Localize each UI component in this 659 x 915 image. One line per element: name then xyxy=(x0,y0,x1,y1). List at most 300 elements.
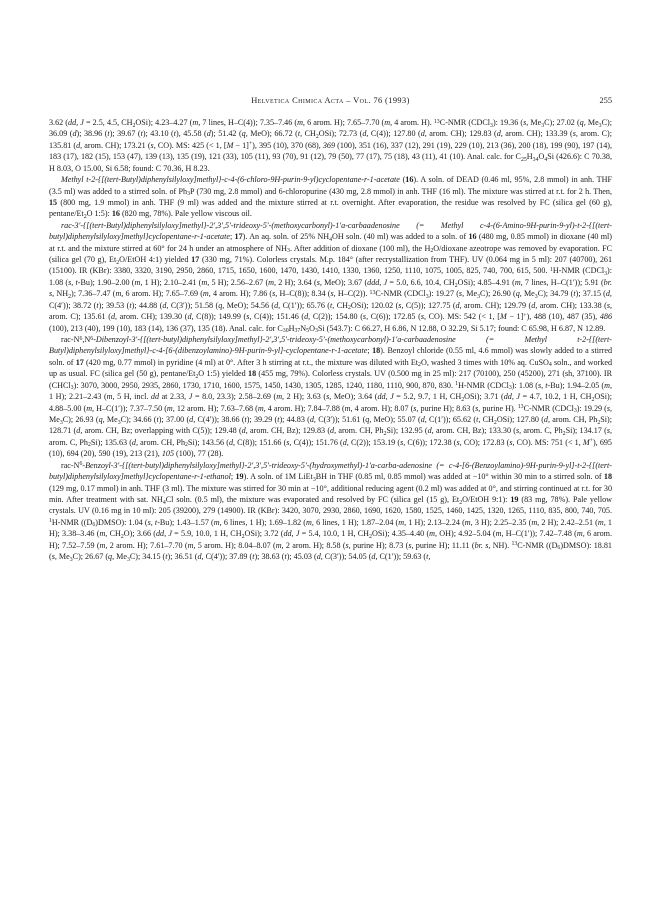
text-run: 2 H); 3.63 ( xyxy=(284,392,327,402)
text-run: m, xyxy=(398,517,407,527)
text-run: H–C(2)). xyxy=(335,289,370,299)
text-run: 3 xyxy=(287,248,290,255)
text-run: C); 34.15 ( xyxy=(129,552,166,562)
text-run: d, xyxy=(162,300,169,310)
journal-running-title: Helvetica Chimica Acta – Vol. 76 (1993) xyxy=(251,96,410,105)
text-run: )DMSO): 1.04 ( xyxy=(95,517,148,527)
text-run: OSi); 4.85–4.91 ( xyxy=(457,277,515,287)
text-run: Me xyxy=(585,118,599,127)
text-run: + xyxy=(248,141,253,148)
text-run: Dibenzoyl-3′-{[(tert-butyl)diphenylsilyloxy]methyl}-2′,3′,5′-trideoxy-5′-(methoxycarbonyl)-1′a-carbaadenosine (= Methyl t-2-{[(tert-Butyl)diphenylsilyloxy]methyl}-c-4-[6-(dibenzoylamino)-9H-purin-9-yl]-cyclopentane-r-1-acetate xyxy=(49,335,612,356)
text-run: t xyxy=(252,552,255,562)
text-run: 17 xyxy=(75,357,84,367)
text-run: Si); 143.56 ( xyxy=(187,437,229,447)
text-run: 4 xyxy=(548,362,552,369)
text-run: = 2.5, 4.5, CH xyxy=(83,118,133,127)
text-run: m, xyxy=(213,517,222,527)
text-run: purine H). xyxy=(480,403,518,413)
text-run: m, xyxy=(134,277,143,287)
text-run: 5 H); 2.56–2.67 ( xyxy=(209,277,269,287)
text-run: dd, J xyxy=(377,392,394,402)
text-run: ); 43.10 ( xyxy=(142,129,174,139)
paragraph xyxy=(49,117,612,174)
text-run: C); 34.66 ( xyxy=(120,414,157,424)
text-run: m, xyxy=(306,517,314,527)
text-run: C(4)); 151.46 ( xyxy=(251,312,305,322)
text-run: OSi); 127.80 ( xyxy=(496,414,544,424)
text-run: ): 1.08 ( xyxy=(49,266,612,287)
text-run: 6 lines, 1 H); 1.69–1.82 ( xyxy=(221,517,307,527)
text-run: MeO); 54.56 ( xyxy=(224,300,275,310)
text-run: C(3′)); 51.61 ( xyxy=(315,414,366,424)
text-run: Me xyxy=(114,552,127,562)
text-run: 2 xyxy=(493,419,497,426)
text-run: 4 xyxy=(544,156,548,163)
text-run: d, xyxy=(309,414,316,424)
text-run: s, t xyxy=(147,517,158,527)
text-run: dd, J xyxy=(155,529,172,539)
text-run: d, xyxy=(274,300,281,310)
text-run: Si); 132.95 ( xyxy=(386,426,428,436)
text-run: 6 arom. H); 7.52–7.59 ( xyxy=(49,529,612,550)
text-run: m, xyxy=(99,529,108,539)
text-run: O 1:5) yielded xyxy=(198,369,249,379)
text-run: 6 xyxy=(557,545,561,552)
text-run: arom. CH); 129.83 ( xyxy=(426,129,497,139)
text-run: Cl soln. (0.5 ml), the mixture was evaporated and resolved by FC (silica gel (15 g), Et xyxy=(165,494,460,504)
paragraph xyxy=(49,460,612,563)
text-run: 2 xyxy=(459,499,463,506)
text-run: ). A soln. of DEAD (0.46 ml, 95%, 2.8 mmol) in anh. THF (3.5 ml) was added to a stirred soln. of Ph xyxy=(49,175,612,196)
text-run: d, xyxy=(420,414,427,424)
text-run: 2 xyxy=(591,396,595,403)
text-run: s, xyxy=(408,540,414,550)
text-run: 486 xyxy=(599,312,613,322)
text-run: + xyxy=(589,438,593,445)
text-run: t xyxy=(284,552,287,562)
text-run: 3 xyxy=(126,556,130,563)
text-run: 2 H); 3.64 ( xyxy=(276,277,317,287)
text-run: 37 xyxy=(294,328,301,335)
text-run: s, xyxy=(456,437,462,447)
text-run: d, xyxy=(543,414,550,424)
text-run: arom. C, Ph xyxy=(521,426,563,436)
text-run: t xyxy=(107,129,110,139)
text-run: ), 695 (10), 694 (20), 590 (19), 213 (21), xyxy=(49,437,612,459)
text-run: 2 xyxy=(383,431,387,438)
text-run: O, washed 3 times with 10% aq. CuSO xyxy=(420,357,549,367)
text-run: P (730 mg, 2.8 mmol) and 6-chloropurine (430 mg, 2.8 mmol) in anh. THF (16 ml). The mixture was stirred at r.t. for 2 h. Then, xyxy=(190,186,612,196)
text-run: d, xyxy=(241,426,248,436)
text-run: - xyxy=(82,460,86,470)
text-run: 6 arom. H); 7.65–7.70 ( xyxy=(304,118,385,127)
text-run: -Bu); 1.43–1.57 ( xyxy=(157,517,214,527)
text-run: 6 lines, 1 H); 1.87–2.04 ( xyxy=(313,517,399,527)
text-run: ; xyxy=(229,232,235,242)
text-run: rac-3′-{[(tert-Butyl)diphenylsilyloxy]methyl}-2′,3′,5′-trideoxy-5′-(methoxycarbonyl)-1′a-carbaadenosine (= Methyl c-4-(6-Amino-9H-purin-9-yl)-t-2-{[(tert-butyl)diphenylsilyloxy]methyl}cyclopentane-r-1-acetate xyxy=(49,220,612,242)
text-run: 2 xyxy=(315,134,319,141)
text-run: d, xyxy=(342,437,349,447)
text-run: O 1:5): xyxy=(86,209,112,219)
text-run: H-NMR (CDCl xyxy=(458,380,509,390)
text-run: 4 arom. H); 7.86 ( xyxy=(210,289,273,299)
text-run: s, xyxy=(606,426,612,436)
text-run: m, xyxy=(166,403,175,413)
text-run: 5 xyxy=(306,328,310,335)
text-run: arom. CH, Bz); 133.30 ( xyxy=(433,426,516,436)
text-run: ; xyxy=(367,346,373,356)
text-run: (800 mg, 1.9 mmol) in anh. THF (9 ml) was added and the mixture stirred at r.t. overnight. After evaporation, the residue was resolved by FC (silica gel (60 g), pentane/Et xyxy=(49,197,612,219)
text-run: Me xyxy=(528,118,542,127)
text-run: MeO); 3.67 ( xyxy=(321,277,368,287)
text-run: m, xyxy=(257,403,266,413)
text-run: ); 36.51 ( xyxy=(167,552,198,562)
text-run: d, xyxy=(76,140,83,150)
text-run: OH); 4.92–5.04 ( xyxy=(437,529,496,539)
text-run: 1 xyxy=(49,518,52,525)
text-run: 16 xyxy=(405,175,414,185)
text-run: O/dioxane azeotrope was removed by evaporation. FC (silica gel (70 g), Et xyxy=(49,243,613,265)
text-run: 6 xyxy=(90,335,94,342)
text-run: 15 xyxy=(49,197,58,207)
text-run: ,N xyxy=(82,335,91,345)
text-run: 3 xyxy=(312,476,316,483)
text-run: ); 39.67 ( xyxy=(109,129,141,139)
text-run: OSi); 3.72 ( xyxy=(244,529,284,539)
text-run: d, xyxy=(455,300,462,310)
text-run: s, xyxy=(362,312,369,322)
text-run: = 5.9, 10.0, 1 H, CH xyxy=(171,529,242,539)
text-run: Si); 128.71 ( xyxy=(49,414,612,436)
text-run: t xyxy=(277,414,280,424)
text-run: 1 xyxy=(455,381,459,388)
text-run: (100), 351 (16), 337 (12), 291 (19), 229 (10), 213 (36), 200 (18), 199 (90), 197 (14), 183 (17), 182 (15), 153 (47), 139 (13), 135 (19), 121 (33), 105 (11), 93 (70), 91 (12), 79 (50), 77 (17), 75 (18), 43 (11), 41 (10). Anal. calc. for C xyxy=(49,140,613,162)
text-run: (480 mg, 0.85 mmol) in dioxane (40 ml) at r.t. and the mixture stirred at 60° for 24 h under an atmosphere of NH xyxy=(49,232,612,253)
text-run: m, xyxy=(201,277,210,287)
text-run: C(1′)); 59.63 ( xyxy=(377,552,427,562)
text-run: arom. CH); 133.38 ( xyxy=(537,300,607,310)
text-run: m, xyxy=(192,118,201,127)
running-header xyxy=(49,96,612,110)
text-run: C(8)); 151.66 ( xyxy=(235,437,287,447)
text-run: br. s, xyxy=(49,277,612,299)
text-run: arom. CH); 173.21 ( xyxy=(82,140,151,150)
text-run: 2 xyxy=(132,122,136,129)
text-run: s, xyxy=(515,426,522,436)
text-run: t xyxy=(173,129,177,139)
text-run: m, xyxy=(115,289,124,299)
text-run: C(8)); 149.99 ( xyxy=(193,312,247,322)
text-run: CO). MS: 425 (< 1, [ xyxy=(155,140,227,150)
text-run: 6 xyxy=(79,335,83,342)
text-run: m, xyxy=(576,529,585,539)
text-run: m, xyxy=(276,392,285,402)
text-run: ); 38.63 ( xyxy=(254,552,285,562)
text-run: arom. C); 135.61 ( xyxy=(49,312,111,322)
text-run: Me xyxy=(521,289,535,299)
text-run: C); 26.93 ( xyxy=(62,414,99,424)
text-run: d xyxy=(206,129,211,139)
text-run: C); 34.79 ( xyxy=(537,289,574,299)
text-run: dd, J xyxy=(68,118,84,127)
text-run: m, xyxy=(531,517,540,527)
text-run: 3 xyxy=(69,556,73,563)
text-run: q, xyxy=(241,129,248,139)
text-run: t, xyxy=(426,552,431,562)
text-run: C(4)); 151.76 ( xyxy=(291,437,343,447)
text-run: 2 xyxy=(68,293,71,300)
text-run: s, xyxy=(475,403,481,413)
text-run: 2 H); 2.42–2.51 ( xyxy=(539,517,598,527)
text-run: = 5.2, 9.7, 1 H, CH xyxy=(393,392,462,402)
text-run: O xyxy=(538,152,545,162)
text-run: ); 45.03 ( xyxy=(286,552,317,562)
text-run: H–C(1′)); 7.42–7.48 ( xyxy=(503,529,577,539)
text-run: 3 xyxy=(117,419,121,426)
text-run: MeO); 66.72 ( xyxy=(247,129,298,139)
text-run: m, xyxy=(275,540,284,550)
text-run: 105 xyxy=(161,449,175,459)
text-run: 18 xyxy=(372,346,381,356)
text-run: C(4′)); 38.72 ( xyxy=(49,300,97,310)
paragraph xyxy=(49,174,612,220)
text-run: s, xyxy=(458,289,465,299)
text-run: 2 xyxy=(87,442,91,449)
text-run: ): 3070, 3000, 2950, 2935, 2860, 1730, 1710, 1600, 1575, 1450, 1430, 1305, 1285, 1240, 1180, 1110, 900, 870, 830. xyxy=(73,380,456,390)
text-run: 1 xyxy=(550,267,553,274)
text-run: Si); 134.17 ( xyxy=(565,426,607,436)
text-run: m, xyxy=(297,118,305,127)
text-run: at 2.33, xyxy=(159,392,189,402)
text-run: M xyxy=(582,437,590,447)
text-run: 5 arom. H); 8.04–8.07 ( xyxy=(195,540,276,550)
text-run: 13 xyxy=(511,541,518,548)
text-run: d, xyxy=(76,426,83,436)
text-run: 4 xyxy=(329,236,333,243)
text-run: 2 xyxy=(185,442,188,449)
text-run: O/EtOH 4:1) yielded xyxy=(119,255,192,265)
text-run: C(1′)); 65.62 ( xyxy=(426,414,477,424)
text-run: 25 xyxy=(520,156,527,163)
text-run: C(5)); 127.75 ( xyxy=(403,300,456,310)
text-run: m, xyxy=(344,403,353,413)
text-run: arom. CH, Ph xyxy=(138,437,185,447)
text-run: 3.62 ( xyxy=(49,118,69,127)
text-run: s, xyxy=(330,289,336,299)
text-run: CH xyxy=(480,414,494,424)
text-run: d xyxy=(72,129,77,139)
text-run: s, xyxy=(150,140,156,150)
text-run: Si (426.6): C 70.38, H 8.03, O 15.00, Si 6.58; found: C 70.36, H 8.23. xyxy=(49,152,612,173)
text-run: = 4.7, 10.2, 1 H, CH xyxy=(520,392,592,402)
text-run: (420 mg, 0.77 mmol) in pyridine (4 ml) at 0°. After 3 h stirring at r.t., the mixture was diluted with Et xyxy=(83,357,419,367)
text-run: Si (543.7): C 66.27, H 6.86, N 12.88, O 32.29, Si 5.17; found: C 65.98, H 6.87, N 12.89. xyxy=(317,323,606,333)
text-run: 2 xyxy=(454,282,458,289)
text-run: rac-N xyxy=(61,460,80,470)
text-run: dd xyxy=(150,392,160,402)
text-run: 16 xyxy=(468,232,477,242)
text-run: q, xyxy=(515,289,522,299)
text-run: 3 H); 2.25–2.35 ( xyxy=(472,517,532,527)
text-run: d, xyxy=(362,129,369,139)
text-run: d, xyxy=(420,129,427,139)
text-run: ); 44.88 ( xyxy=(131,300,163,310)
text-run: O xyxy=(309,323,315,333)
text-run: 2 xyxy=(430,248,434,255)
text-run: O/EtOH 9:1): xyxy=(462,494,511,504)
text-run: m, xyxy=(429,529,438,539)
text-run: 16 xyxy=(111,209,120,219)
journal-page xyxy=(49,96,612,562)
text-run: Si); 135.63 ( xyxy=(90,437,132,447)
text-run: CO). MS: 542 (< 1, [ xyxy=(426,312,500,322)
text-run: 7 lines, H–C(4)); 7.35–7.46 ( xyxy=(200,118,298,127)
text-run: arom. CH); 133.39 ( xyxy=(502,129,573,139)
text-run: purine H); 8.63 ( xyxy=(418,403,476,413)
text-run: C(2)); 154.80 ( xyxy=(310,312,363,322)
text-run: s, xyxy=(246,312,252,322)
text-run: = 5.0, 6.6, 10.4, CH xyxy=(387,277,455,287)
text-run: C-NMR ((D xyxy=(517,540,558,550)
text-run: m, xyxy=(106,392,115,402)
text-run: 19 xyxy=(235,472,244,482)
text-run: 7 lines, H–C(1′)); 5.91 ( xyxy=(522,277,604,287)
text-run: 30 xyxy=(282,328,289,335)
text-run: t, xyxy=(476,414,481,424)
text-run: (820 mg, 78%). Pale yellow viscous oil. xyxy=(119,209,252,219)
text-run: ); 39.29 ( xyxy=(246,414,278,424)
text-run: (100), 213 (40), 199 (10), 183 (14), 136 (37), 135 (18). Anal. calc. for C xyxy=(49,323,283,333)
text-run: C-NMR (CDCl xyxy=(439,118,491,127)
text-run: ddd, J xyxy=(367,277,388,287)
text-run: s, xyxy=(606,300,613,310)
text-run: NH xyxy=(54,289,69,299)
text-run: arom. CH, Bz); 129.83 ( xyxy=(247,426,331,436)
text-run: m, xyxy=(86,403,95,413)
text-run: d, xyxy=(110,312,118,322)
text-run: t xyxy=(244,414,247,424)
text-run: 2 xyxy=(597,419,601,426)
text-run: 13 xyxy=(369,289,376,296)
text-run: m, xyxy=(604,380,612,390)
text-run: MeO); 3.64 ( xyxy=(331,392,378,402)
text-run: d, xyxy=(531,300,538,310)
text-run: 1 H); 2.13–2.24 ( xyxy=(406,517,465,527)
text-run: 2 xyxy=(83,214,87,220)
text-run: (330 mg, 71%). Colorless crystals. M.p. 184° (after recrystallization from THF). UV (0.064 mg in 5 ml): 207 (40700), 261 (15100). IR (KBr): 3380, 3320, 3190, 2950, 2860, 1715, 1650, 1600, 1470, 1430, 1410, 1330, 1360, 1250, 1110, 1075, 1005, 825, 740, 700, 615, 500. xyxy=(49,255,613,276)
text-run: ): 1.08 ( xyxy=(511,380,538,390)
text-run: arom. CH); 129.79 ( xyxy=(461,300,532,310)
text-run: 6 arom. H); 7.65–7.69 ( xyxy=(123,289,203,299)
text-run: MeO); 55.07 ( xyxy=(371,414,421,424)
text-run: 2 arom. H); 7.61–7.70 ( xyxy=(107,540,188,550)
text-run: 4 arom. H); 8.07 ( xyxy=(352,403,414,413)
text-run: C-NMR (CDCl xyxy=(375,289,426,299)
text-run: BH in THF (0.85 ml, 0.85 mmol) was added at −10° within 30 min to a stirred soln. of xyxy=(315,472,604,482)
text-run: 2 xyxy=(461,396,465,403)
text-run: d, xyxy=(189,414,196,424)
text-run: N xyxy=(300,323,307,333)
text-run: − 1] xyxy=(506,312,524,322)
text-run: rac-N xyxy=(61,335,80,345)
text-run: 17 xyxy=(234,232,243,242)
text-run: ); 37.15 ( xyxy=(575,289,606,299)
text-run: t xyxy=(573,289,576,299)
text-run: 3 xyxy=(508,385,512,392)
text-run: m, xyxy=(268,277,277,287)
text-run: m, xyxy=(514,277,523,287)
text-run: 1 H); 2.10–2.41 ( xyxy=(142,277,202,287)
text-run: 5 H, incl. xyxy=(114,392,151,402)
text-run: t, xyxy=(330,300,335,310)
text-run: m, xyxy=(495,529,504,539)
text-run: s, xyxy=(523,118,529,127)
text-run: H-NMR ((D xyxy=(51,517,93,527)
text-run: m, xyxy=(202,289,211,299)
text-run: 2 xyxy=(116,259,120,266)
text-run: H xyxy=(288,323,295,333)
text-run: 3 xyxy=(573,408,577,415)
paragraph xyxy=(49,334,612,460)
text-run: (129 mg, 0.17 mmol) in anh. THF (3 ml). The mixture was stirred for 30 min at −10°, additional reducing agent (0.2 ml) was added at 0°, and stirring continued at r.t. for 30 min. After treatment with sat. NH xyxy=(49,483,612,504)
text-run: OSi); 4.88–5.00 ( xyxy=(49,392,612,413)
text-run: dd, J xyxy=(283,529,300,539)
text-run: C-NMR (CDCl xyxy=(523,403,574,413)
text-run: 3 xyxy=(490,122,493,129)
text-run: CH xyxy=(302,129,316,139)
text-run: (100), 77 (28). xyxy=(174,449,224,459)
text-run: s, xyxy=(572,129,578,139)
text-run: d, xyxy=(330,426,337,436)
text-run: OSi); 4.23–4.27 ( xyxy=(135,118,193,127)
text-run: d, xyxy=(187,312,194,322)
text-run: ); 39.53 ( xyxy=(98,300,130,310)
text-run: 2 arom. H); 8.58 ( xyxy=(283,540,346,550)
text-run: arom. CH, Ph xyxy=(336,426,384,436)
text-run: 13 xyxy=(433,118,440,125)
text-run: CH xyxy=(334,300,348,310)
text-run: s, xyxy=(272,289,278,299)
paragraph xyxy=(49,220,612,334)
text-run: H–C(8)); 8.34 ( xyxy=(277,289,331,299)
text-run: 2 xyxy=(241,533,245,540)
text-run: )DMSO): 18.81 ( xyxy=(49,540,612,562)
text-run: 369 xyxy=(322,140,336,150)
text-run: 2 xyxy=(418,362,421,369)
text-run: s, xyxy=(316,277,322,287)
text-run: 19 xyxy=(510,494,519,504)
text-run: = 8.0, 23.3); 2.58–2.69 ( xyxy=(192,392,277,402)
text-run: 13 xyxy=(517,404,524,411)
text-run: s, xyxy=(326,392,332,402)
text-run: purine H); 8.73 ( xyxy=(350,540,409,550)
text-run: t, xyxy=(297,129,303,139)
text-run: OSi); 3.71 ( xyxy=(464,392,504,402)
text-run: C(1′)); 65.76 ( xyxy=(280,300,330,310)
text-run: 2 xyxy=(195,373,199,380)
text-run: 2 xyxy=(347,305,351,312)
text-run: t xyxy=(165,552,168,562)
text-run: Me xyxy=(464,289,478,299)
text-run: 2 xyxy=(369,533,372,540)
text-run: ); 7.36–7.47 ( xyxy=(71,289,116,299)
text-run: OH soln. (40 ml) was added to a soln. of xyxy=(332,232,469,242)
text-run: 3 xyxy=(70,385,74,392)
text-run: 4 xyxy=(162,499,166,506)
text-run: 34 xyxy=(532,156,539,163)
text-run: + xyxy=(523,312,527,319)
text-run: s, t xyxy=(68,277,78,287)
